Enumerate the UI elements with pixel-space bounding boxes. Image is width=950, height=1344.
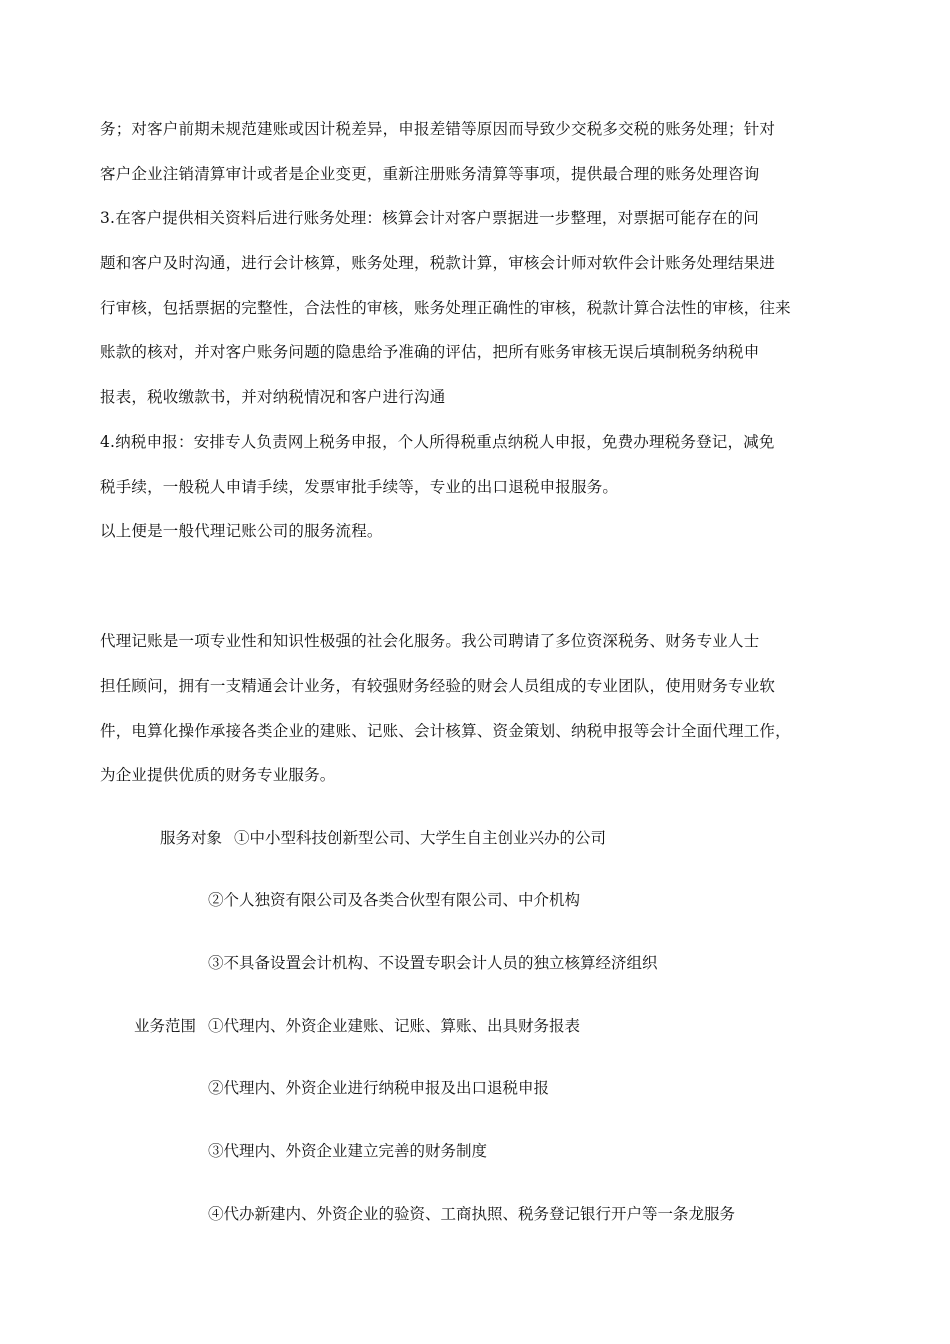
paragraph-line: 以上便是一般代理记账公司的服务流程。	[100, 522, 383, 540]
list-item: ③不具备设置会计机构、不设置专职会计人员的独立核算经济组织	[208, 954, 658, 972]
paragraph-line: 行审核，包括票据的完整性，合法性的审核，账务处理正确性的审核，税款计算合法性的审核，往来	[100, 299, 791, 317]
paragraph-line: 账款的核对，并对客户账务问题的隐患给予准确的评估，把所有账务审核无误后填制税务纳税申	[100, 343, 760, 361]
list-item: ③代理内、外资企业建立完善的财务制度	[208, 1142, 488, 1160]
paragraph-line: 报表，税收缴款书，并对纳税情况和客户进行沟通	[100, 388, 446, 406]
list-item: ②个人独资有限公司及各类合伙型有限公司、中介机构	[208, 891, 581, 909]
list-item: ①中小型科技创新型公司、大学生自主创业兴办的公司	[234, 829, 607, 847]
service-targets-label: 服务对象	[160, 829, 223, 847]
paragraph-line: 税手续，一般税人申请手续，发票审批手续等，专业的出口退税申报服务。	[100, 478, 619, 496]
paragraph-line: 3.在客户提供相关资料后进行账务处理：核算会计对客户票据进一步整理，对票据可能存在的问	[100, 209, 759, 227]
paragraph-line: 代理记账是一项专业性和知识性极强的社会化服务。我公司聘请了多位资深税务、财务专业人士	[100, 632, 760, 650]
business-scope-label: 业务范围	[134, 1017, 197, 1035]
paragraph-line: 为企业提供优质的财务专业服务。	[100, 766, 336, 784]
paragraph-line: 担任顾问，拥有一支精通会计业务，有较强财务经验的财会人员组成的专业团队，使用财务专业软	[100, 677, 776, 695]
paragraph-line: 题和客户及时沟通，进行会计核算，账务处理，税款计算，审核会计师对软件会计账务处理结果进	[100, 254, 776, 272]
paragraph-line: 务；对客户前期未规范建账或因计税差异，申报差错等原因而导致少交税多交税的账务处理；针对	[100, 120, 776, 138]
list-item: ②代理内、外资企业进行纳税申报及出口退税申报	[208, 1079, 550, 1097]
list-item: ④代办新建内、外资企业的验资、工商执照、税务登记银行开户等一条龙服务	[208, 1205, 736, 1223]
paragraph-line: 件，电算化操作承接各类企业的建账、记账、会计核算、资金策划、纳税申报等会计全面代理工作，	[100, 722, 791, 740]
paragraph-line: 客户企业注销清算审计或者是企业变更，重新注册账务清算等事项，提供最合理的账务处理咨询	[100, 165, 760, 183]
list-item: ①代理内、外资企业建账、记账、算账、出具财务报表	[208, 1017, 581, 1035]
paragraph-line: 4.纳税申报：安排专人负责网上税务申报，个人所得税重点纳税人申报，免费办理税务登记，减免	[100, 433, 775, 451]
